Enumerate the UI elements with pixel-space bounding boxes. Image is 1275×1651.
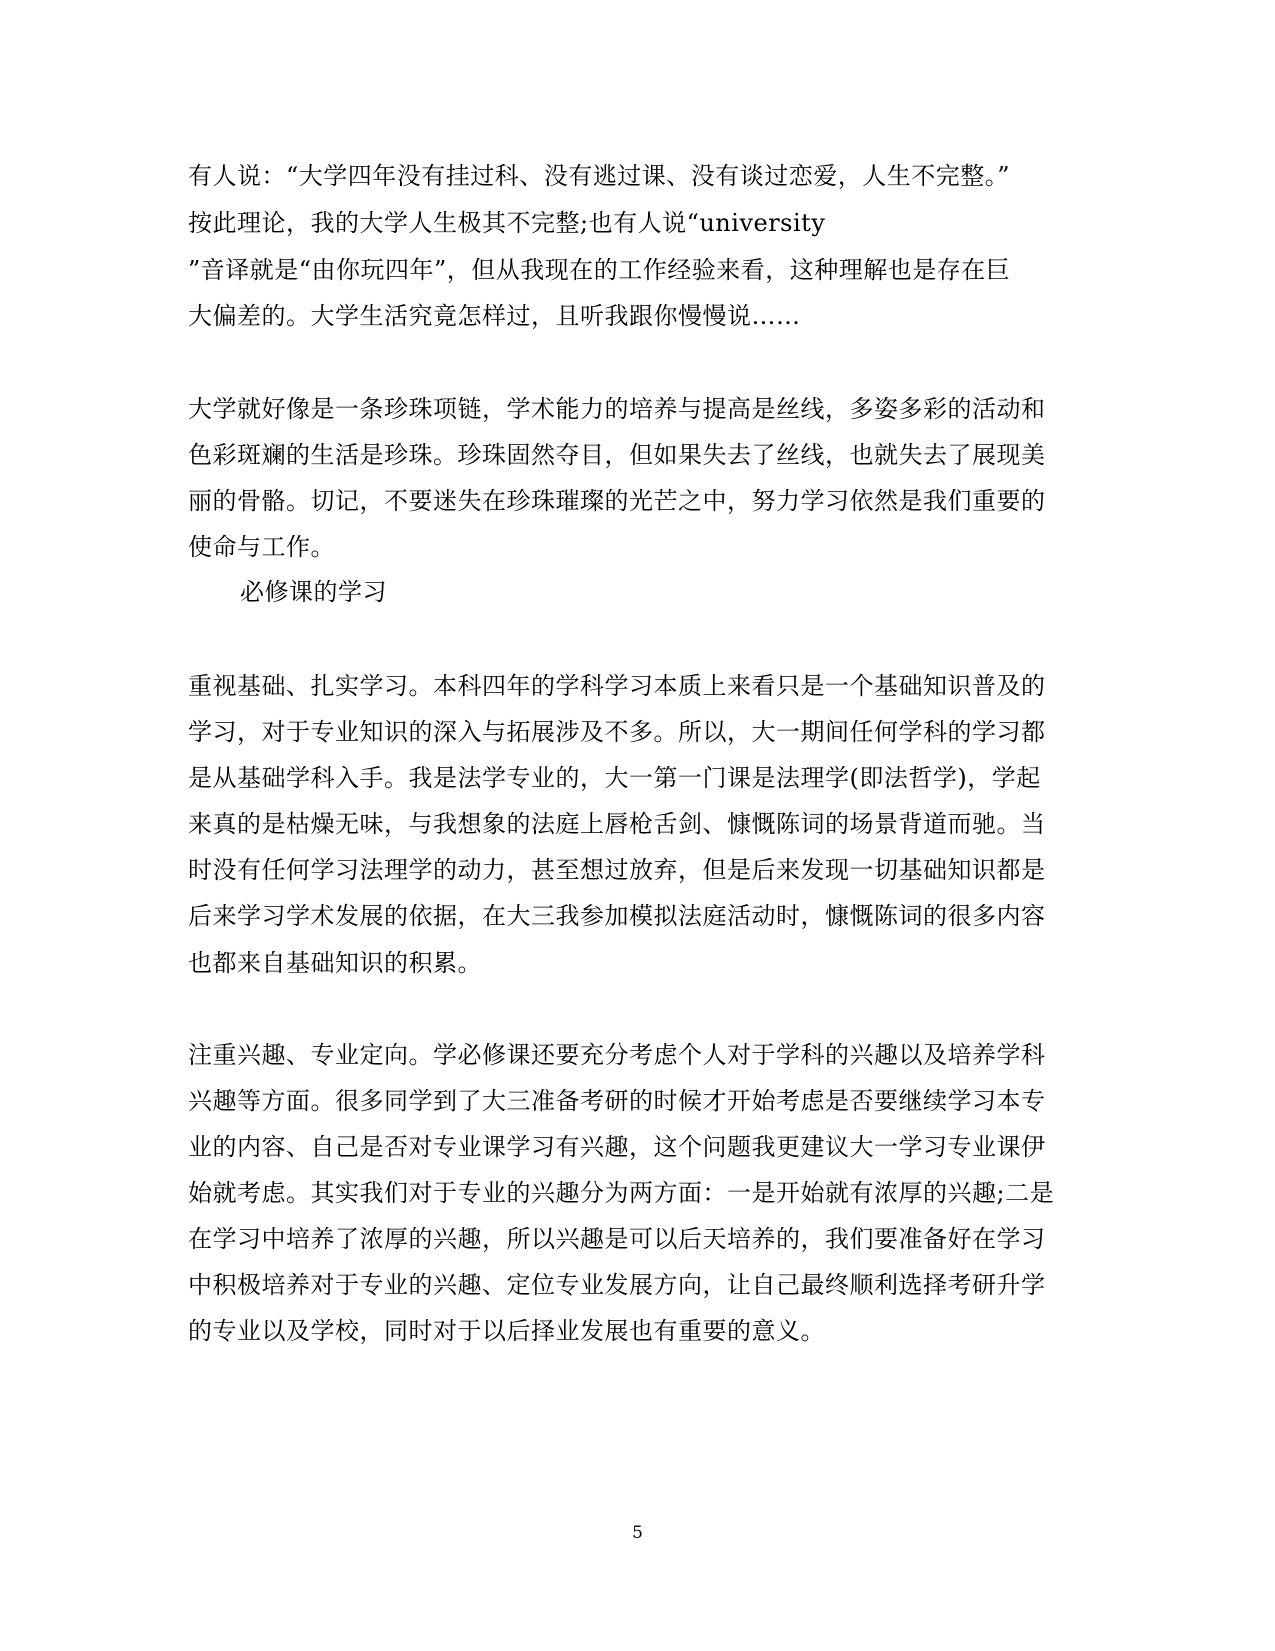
- paragraph-1-line-2: 按此理论，我的大学人生极其不完整;也有人说“university: [188, 209, 826, 237]
- paragraph-4-line-5: 在学习中培养了浓厚的兴趣，所以兴趣是可以后天培养的，我们要准备好在学习: [188, 1225, 1046, 1253]
- section-heading: 必修课的学习: [240, 578, 387, 606]
- paragraph-3-line-3: 是从基础学科入手。我是法学专业的，大一第一门课是法理学(即法哲学)，学起: [188, 764, 1041, 792]
- paragraph-4-line-7: 的专业以及学校，同时对于以后择业发展也有重要的意义。: [188, 1317, 825, 1345]
- paragraph-3-line-1: 重视基础、扎实学习。本科四年的学科学习本质上来看只是一个基础知识普及的: [188, 672, 1046, 700]
- paragraph-2-line-4: 使命与工作。: [188, 533, 335, 561]
- paragraph-2-line-1: 大学就好像是一条珍珠项链，学术能力的培养与提高是丝线，多姿多彩的活动和: [188, 395, 1046, 423]
- paragraph-4-line-4: 始就考虑。其实我们对于专业的兴趣分为两方面：一是开始就有浓厚的兴趣;二是: [188, 1179, 1055, 1207]
- paragraph-4-line-1: 注重兴趣、专业定向。学必修课还要充分考虑个人对于学科的兴趣以及培养学科: [188, 1041, 1046, 1069]
- page-number: 5: [632, 1523, 643, 1543]
- paragraph-3-line-6: 后来学习学术发展的依据，在大三我参加模拟法庭活动时，慷慨陈词的很多内容: [188, 902, 1046, 930]
- paragraph-1-line-3: ”音译就是“由你玩四年”，但从我现在的工作经验来看，这种理解也是存在巨: [188, 256, 1011, 284]
- paragraph-3-line-7: 也都来自基础知识的积累。: [188, 949, 482, 977]
- paragraph-4-line-2: 兴趣等方面。很多同学到了大三准备考研的时候才开始考虑是否要继续学习本专: [188, 1087, 1046, 1115]
- paragraph-1-line-4: 大偏差的。大学生活究竟怎样过，且听我跟你慢慢说……: [188, 302, 801, 330]
- paragraph-3-line-2: 学习，对于专业知识的深入与拓展涉及不多。所以，大一期间任何学科的学习都: [188, 718, 1046, 746]
- paragraph-3-line-5: 时没有任何学习法理学的动力，甚至想过放弃，但是后来发现一切基础知识都是: [188, 856, 1046, 884]
- paragraph-3-line-4: 来真的是枯燥无味，与我想象的法庭上唇枪舌剑、慷慨陈词的场景背道而驰。当: [188, 810, 1046, 838]
- paragraph-1-line-1: 有人说：“大学四年没有挂过科、没有逃过课、没有谈过恋爱，人生不完整。”: [188, 162, 1011, 190]
- paragraph-2-line-3: 丽的骨骼。切记，不要迷失在珍珠璀璨的光芒之中，努力学习依然是我们重要的: [188, 487, 1046, 515]
- paragraph-4-line-6: 中积极培养对于专业的兴趣、定位专业发展方向，让自己最终顺利选择考研升学: [188, 1271, 1046, 1299]
- paragraph-4-line-3: 业的内容、自己是否对专业课学习有兴趣，这个问题我更建议大一学习专业课伊: [188, 1133, 1046, 1161]
- paragraph-2-line-2: 色彩斑斓的生活是珍珠。珍珠固然夺目，但如果失去了丝线，也就失去了展现美: [188, 441, 1046, 469]
